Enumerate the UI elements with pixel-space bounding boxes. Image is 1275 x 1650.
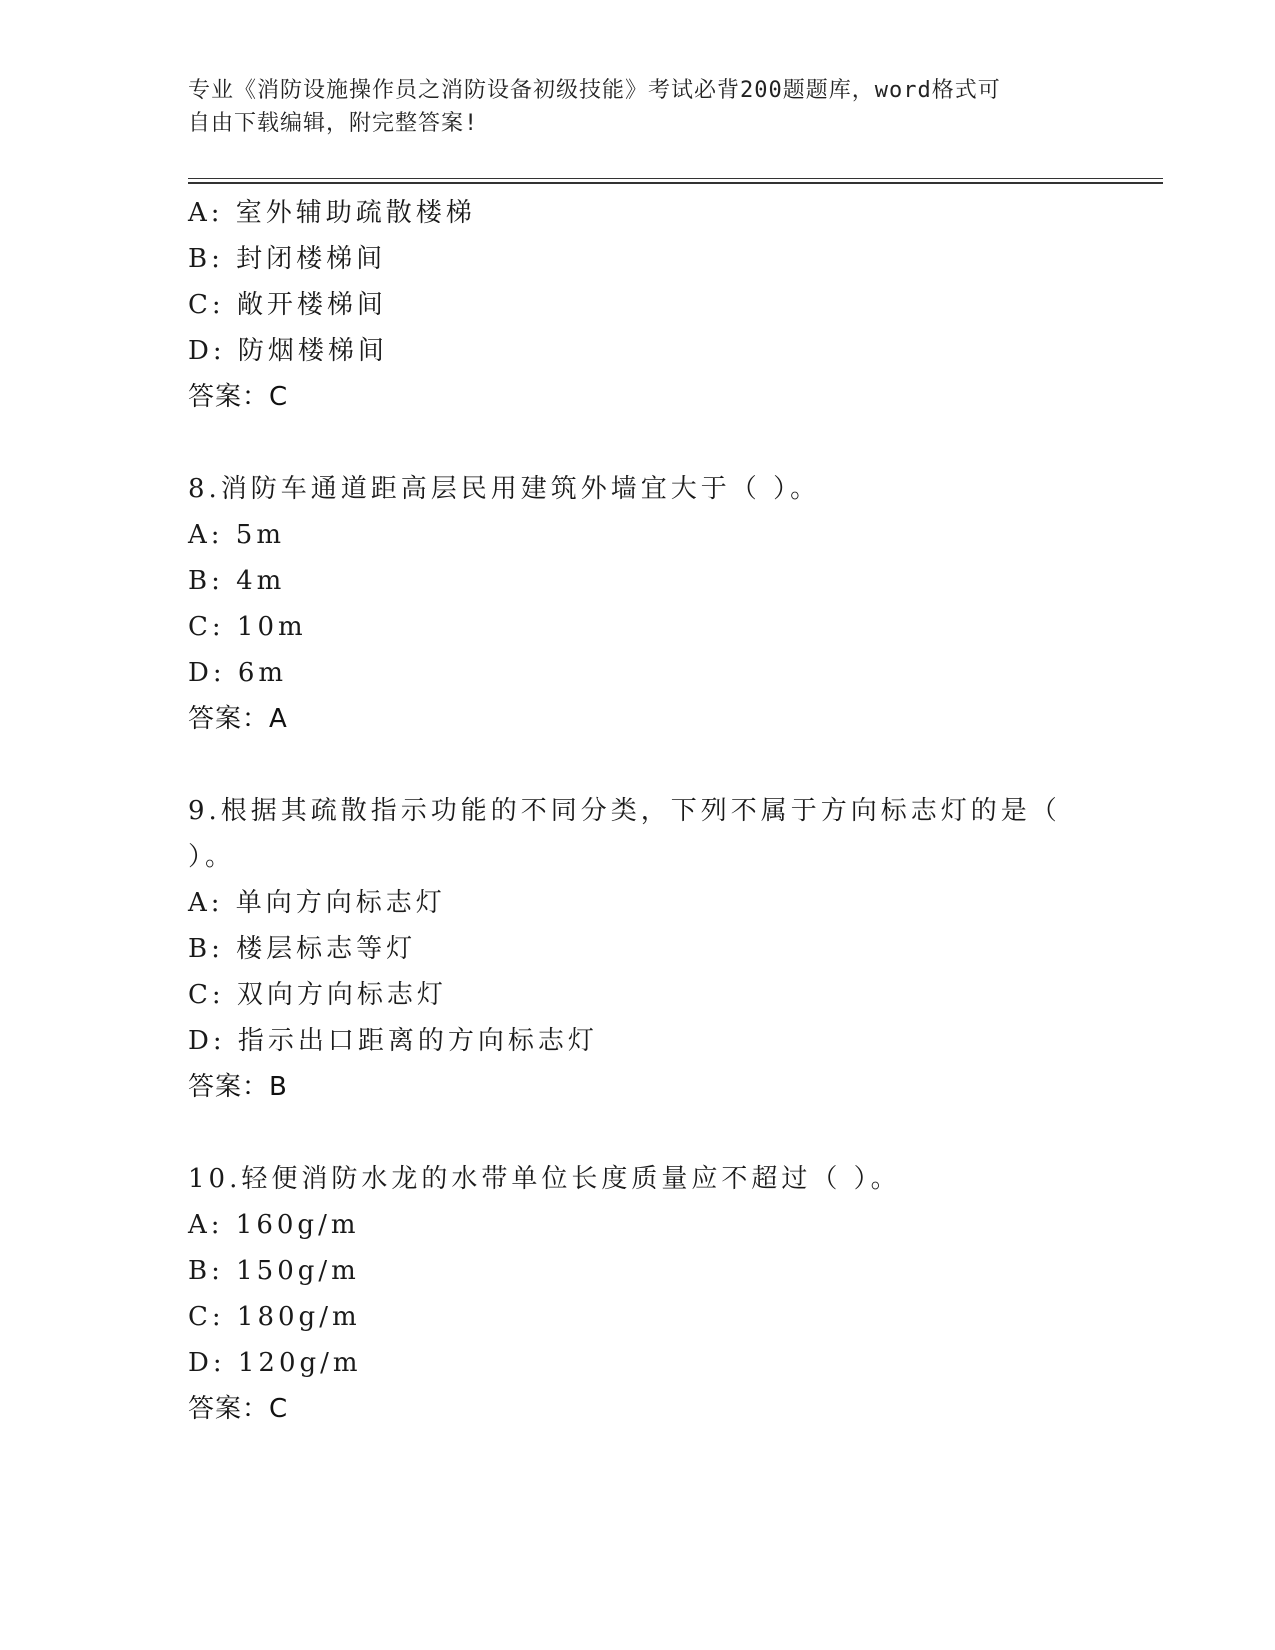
question-8-block <box>188 466 1088 742</box>
header-line-2: 自由下载编辑，附完整答案! <box>188 111 479 136</box>
option-b: B: 150g/m <box>188 1256 360 1286</box>
spacer <box>188 742 1088 788</box>
header-line-1: 专业《消防设施操作员之消防设备初级技能》考试必背200题题库，word格式可 <box>188 78 1001 103</box>
option-b: B: 封闭楼梯间 <box>188 244 387 274</box>
option-b: B: 楼层标志等灯 <box>188 934 417 964</box>
option-d: D: 指示出口距离的方向标志灯 <box>188 1026 598 1056</box>
option-c: C: 敞开楼梯间 <box>188 290 387 320</box>
option-d: D: 6m <box>188 658 288 688</box>
question-7-block <box>188 190 1088 420</box>
spacer <box>188 1110 1088 1156</box>
option-d: D: 120g/m <box>188 1348 362 1378</box>
question-text-line-2: ）。 <box>188 842 236 872</box>
option-a: A: 160g/m <box>188 1210 360 1240</box>
option-c: C: 180g/m <box>188 1302 361 1332</box>
spacer <box>188 420 1088 466</box>
option-c: C: 双向方向标志灯 <box>188 980 447 1010</box>
option-a: A: 单向方向标志灯 <box>188 888 446 918</box>
option-a: A: 室外辅助疏散楼梯 <box>188 198 476 228</box>
answer-line: 答案：A <box>188 704 288 734</box>
answer-line: 答案：C <box>188 382 289 412</box>
header-divider-thin <box>188 178 1163 179</box>
option-c: C: 10m <box>188 612 307 642</box>
question-text-line-1: 9.根据其疏散指示功能的不同分类，下列不属于方向标志灯的是（ <box>188 796 1061 826</box>
question-list <box>188 190 1088 1432</box>
option-a: A: 5m <box>188 520 285 550</box>
question-10-block <box>188 1156 1088 1432</box>
question-text: 8.消防车通道距高层民用建筑外墙宜大于（ ）。 <box>188 474 821 504</box>
option-d: D: 防烟楼梯间 <box>188 336 388 366</box>
question-9-block <box>188 788 1088 1110</box>
question-text: 10.轻便消防水龙的水带单位长度质量应不超过（ ）。 <box>188 1164 901 1194</box>
answer-line: 答案：C <box>188 1394 289 1424</box>
answer-line: 答案：B <box>188 1072 288 1102</box>
document-header <box>188 74 1088 140</box>
header-divider-thick <box>188 182 1163 184</box>
option-b: B: 4m <box>188 566 286 596</box>
